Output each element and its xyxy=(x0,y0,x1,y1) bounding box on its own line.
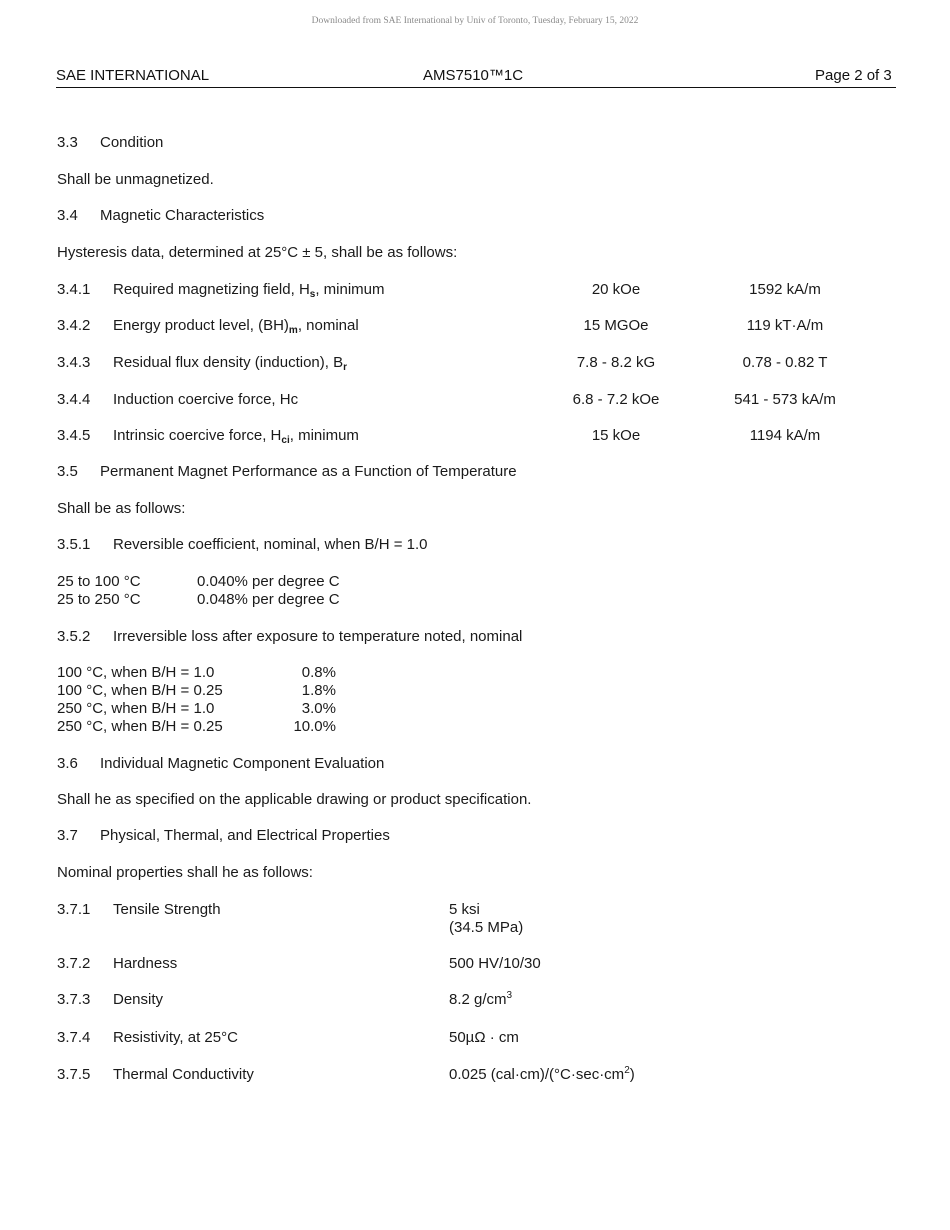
section-number: 3.3 xyxy=(57,134,78,151)
section-body: Shall he as specified on the applicable drawing or product specification. xyxy=(57,791,532,808)
temperature-range: 25 to 250 °C xyxy=(57,591,141,608)
section-number: 3.7 xyxy=(57,827,78,844)
property-value: 8.2 $g/cm^3$ xyxy=(449,990,513,1008)
exposure-condition: 100 °C, when B/H = 0.25 xyxy=(57,682,223,699)
header-page-number: Page 2 of 3 xyxy=(815,67,892,84)
value-cgs: 6.8 - 7.2 kOe xyxy=(572,391,660,408)
value-cgs: 15 MGOe xyxy=(583,317,649,334)
property-name: Thermal Conductivity xyxy=(113,1066,254,1083)
section-body: Shall be unmagnetized. xyxy=(57,171,214,188)
section-heading: Permanent Magnet Performance as a Function of Temperature xyxy=(100,463,517,480)
section-heading: Physical, Thermal, and Electrical Properties xyxy=(100,827,390,844)
subsection-number: 3.4.1 xyxy=(57,281,91,298)
coefficient-value: 0.040% per degree C xyxy=(197,573,340,590)
property-label: Intrinsic coercive force, $H_{ci}$, minimum xyxy=(113,427,359,446)
section-number: 3.6 xyxy=(57,755,78,772)
value-si: 1194 kA/m xyxy=(749,427,821,444)
loss-value: 3.0% xyxy=(301,700,336,717)
property-value: 5 ksi xyxy=(449,901,480,918)
subsection-number: 3.7.2 xyxy=(57,955,91,972)
coefficient-value: 0.048% per degree C xyxy=(197,591,340,608)
subsection-number: 3.4.3 xyxy=(57,354,91,371)
property-name: Resistivity, at 25°C xyxy=(113,1029,238,1046)
section-heading: Condition xyxy=(100,134,164,151)
value-si: 119 kT·A/m xyxy=(746,317,824,334)
property-value-metric: (34.5 MPa) xyxy=(449,919,524,936)
property-label: Energy product level, $(BH)_m$, nominal xyxy=(113,317,359,336)
section-heading: Magnetic Characteristics xyxy=(100,207,265,224)
exposure-condition: 250 °C, when B/H = 0.25 xyxy=(57,718,223,735)
section-body: Hysteresis data, determined at 25°C ± 5, shall be as follows: xyxy=(57,244,458,261)
property-label: Required magnetizing field, $H_s$, minimum xyxy=(113,281,385,300)
subsection-number: 3.5.1 xyxy=(57,536,91,553)
value-si: 0.78 - 0.82 T xyxy=(742,354,828,371)
subsection-number: 3.7.1 xyxy=(57,901,91,918)
exposure-condition: 250 °C, when B/H = 1.0 xyxy=(57,700,215,717)
section-number: 3.4 xyxy=(57,207,78,224)
value-cgs: 15 kOe xyxy=(591,427,641,444)
section-number: 3.5 xyxy=(57,463,78,480)
property-label: Induction coercive force, Hc xyxy=(113,391,299,408)
subsection-number: 3.4.4 xyxy=(57,391,91,408)
section-body: Shall be as follows: xyxy=(57,500,186,517)
subsection-number: 3.5.2 xyxy=(57,628,91,645)
header-org: SAE INTERNATIONAL xyxy=(56,67,210,84)
subsection-heading: Irreversible loss after exposure to temperature noted, nominal xyxy=(113,628,523,645)
subsection-number: 3.7.3 xyxy=(57,991,91,1008)
exposure-condition: 100 °C, when B/H = 1.0 xyxy=(57,664,215,681)
subsection-number: 3.7.5 xyxy=(57,1066,91,1083)
header-rule xyxy=(56,87,896,88)
property-value: 0.025 $(cal\cdot cm)/(^\circ C\cdot\sec\cdot cm^2)$ xyxy=(449,1065,635,1083)
property-name: Density xyxy=(113,991,164,1008)
property-value: 500 HV/10/30 xyxy=(449,955,541,972)
property-value: 50µΩ · cm xyxy=(449,1029,519,1046)
subsection-number: 3.4.2 xyxy=(57,317,91,334)
loss-value: 1.8% xyxy=(301,682,336,699)
subsection-number: 3.4.5 xyxy=(57,427,91,444)
property-name: Tensile Strength xyxy=(113,901,221,918)
loss-value: 0.8% xyxy=(301,664,336,681)
value-si: 541 - 573 kA/m xyxy=(734,391,836,408)
download-watermark: Downloaded from SAE International by Univ of Toronto, Tuesday, February 15, 2022 xyxy=(311,16,639,26)
section-heading: Individual Magnetic Component Evaluation xyxy=(100,755,385,772)
header-doc-id: AMS7510™1C xyxy=(423,67,524,84)
temperature-range: 25 to 100 °C xyxy=(57,573,141,590)
subsection-heading: Reversible coefficient, nominal, when B/H = 1.0 xyxy=(113,536,428,553)
value-si: 1592 kA/m xyxy=(749,281,821,298)
property-name: Hardness xyxy=(113,955,178,972)
loss-value: 10.0% xyxy=(293,718,336,735)
property-label: Residual flux density (induction), $B_r$ xyxy=(113,354,348,373)
value-cgs: 20 kOe xyxy=(591,281,641,298)
section-body: Nominal properties shall he as follows: xyxy=(57,864,313,881)
value-cgs: 7.8 - 8.2 kG xyxy=(576,354,656,371)
subsection-number: 3.7.4 xyxy=(57,1029,91,1046)
